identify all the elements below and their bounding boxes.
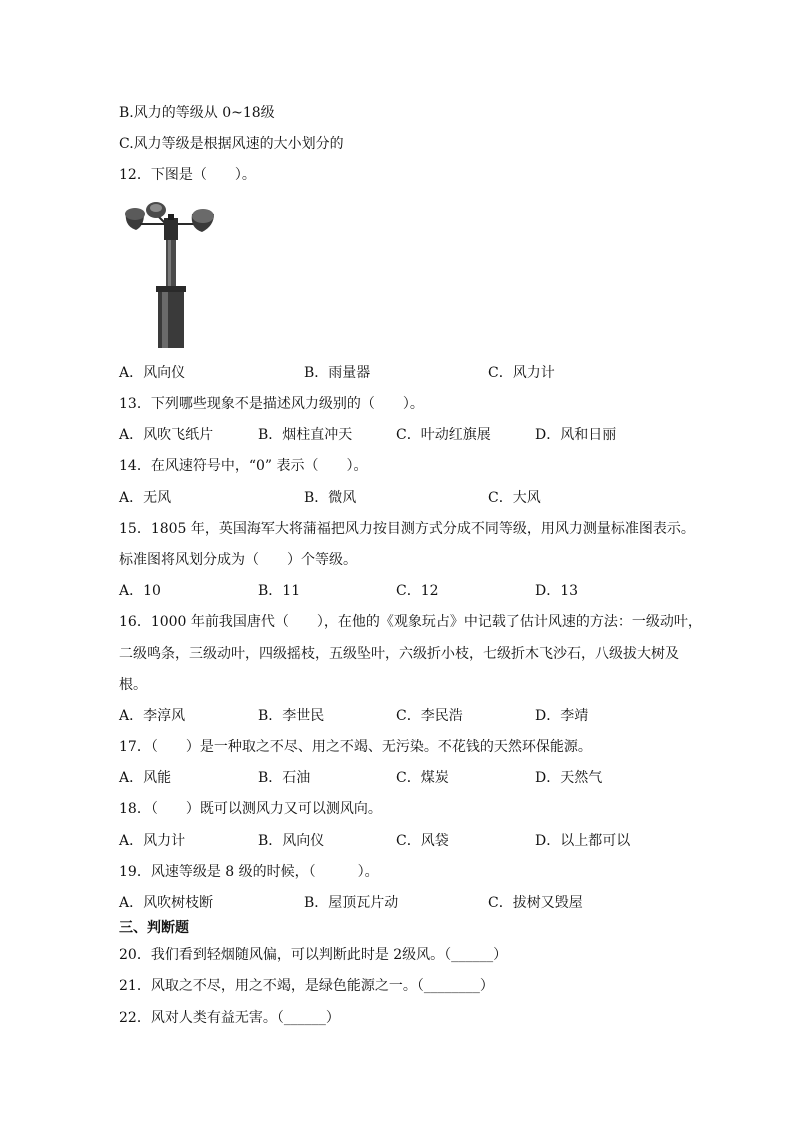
q16-option-b: B．李世民 [258, 708, 325, 724]
q12-option-c: C．风力计 [488, 365, 555, 381]
q16-option-c: C．李民浩 [396, 708, 463, 724]
q17-option-c: C．煤炭 [396, 770, 449, 786]
q12-stem: 12．下图是（ ）。 [119, 167, 256, 183]
q17-stem: 17．（ ）是一种取之不尽、用之不竭、无污染。不花钱的天然环保能源。 [119, 739, 592, 755]
q14-option-c: C．大风 [488, 490, 541, 506]
q12-option-a: A．风向仪 [119, 365, 186, 381]
q13-option-d: D．风和日丽 [535, 427, 617, 443]
q16-stem-line2: 二级鸣条，三级动叶，四级摇枝，五级坠叶，六级折小枝，七级折木飞沙石，八级拔大树及 [119, 646, 679, 662]
q11-option-c: C.风力等级是根据风速的大小划分的 [119, 136, 344, 152]
q13-stem: 13．下列哪些现象不是描述风力级别的（ ）。 [119, 396, 424, 412]
q18-option-a: A．风力计 [119, 833, 186, 849]
q15-stem-line2: 标准图将风划分成为（ ）个等级。 [119, 552, 357, 568]
q16-stem-line3: 根。 [119, 677, 147, 693]
q19-option-c: C．拔树又毁屋 [488, 895, 583, 911]
q19-stem: 19．风速等级是 8 级的时候，（ ）。 [119, 864, 379, 880]
q14-stem: 14．在风速符号中，“0” 表示（ ）。 [119, 458, 368, 474]
q19-option-a: A．风吹树枝断 [119, 895, 214, 911]
q13-option-c: C．叶动红旗展 [396, 427, 491, 443]
q11-option-b: B.风力的等级从 0~18级 [119, 105, 275, 121]
q13-option-b: B．烟柱直冲天 [258, 427, 353, 443]
q20-stem: 20．我们看到轻烟随风偏，可以判断此时是 2级风。（______） [119, 947, 508, 963]
q16-stem-line1: 16．1000 年前我国唐代（ ），在他的《观象玩占》中记载了估计风速的方法：一级动叶， [119, 614, 702, 630]
q15-option-b: B．11 [258, 583, 301, 599]
q17-option-a: A．风能 [119, 770, 172, 786]
q18-stem: 18．（ ）既可以测风力又可以测风向。 [119, 801, 382, 817]
q13-option-a: A．风吹飞纸片 [119, 427, 214, 443]
q15-option-d: D．13 [535, 583, 579, 599]
q14-option-b: B．微风 [304, 490, 357, 506]
q19-option-b: B．屋顶瓦片动 [304, 895, 399, 911]
q15-stem-line1: 15．1805 年，英国海军大将蒲福把风力按目测方式分成不同等级，用风力测量标准图表示。 [119, 521, 695, 537]
q16-option-d: D．李靖 [535, 708, 589, 724]
q18-option-d: D．以上都可以 [535, 833, 631, 849]
q14-option-a: A．无风 [119, 490, 172, 506]
section-heading: 三、判断题 [119, 920, 189, 936]
q21-stem: 21．风取之不尽，用之不竭，是绿色能源之一。（________） [119, 978, 494, 994]
q18-option-c: C．风袋 [396, 833, 449, 849]
q18-option-b: B．风向仪 [258, 833, 325, 849]
q17-option-b: B．石油 [258, 770, 311, 786]
q12-option-b: B．雨量器 [304, 365, 371, 381]
q22-stem: 22．风对人类有益无害。（______） [119, 1010, 340, 1026]
anemometer-image [122, 196, 218, 348]
q15-option-a: A．10 [119, 583, 161, 599]
q17-option-d: D．天然气 [535, 770, 603, 786]
q15-option-c: C．12 [396, 583, 439, 599]
q16-option-a: A．李淳风 [119, 708, 186, 724]
